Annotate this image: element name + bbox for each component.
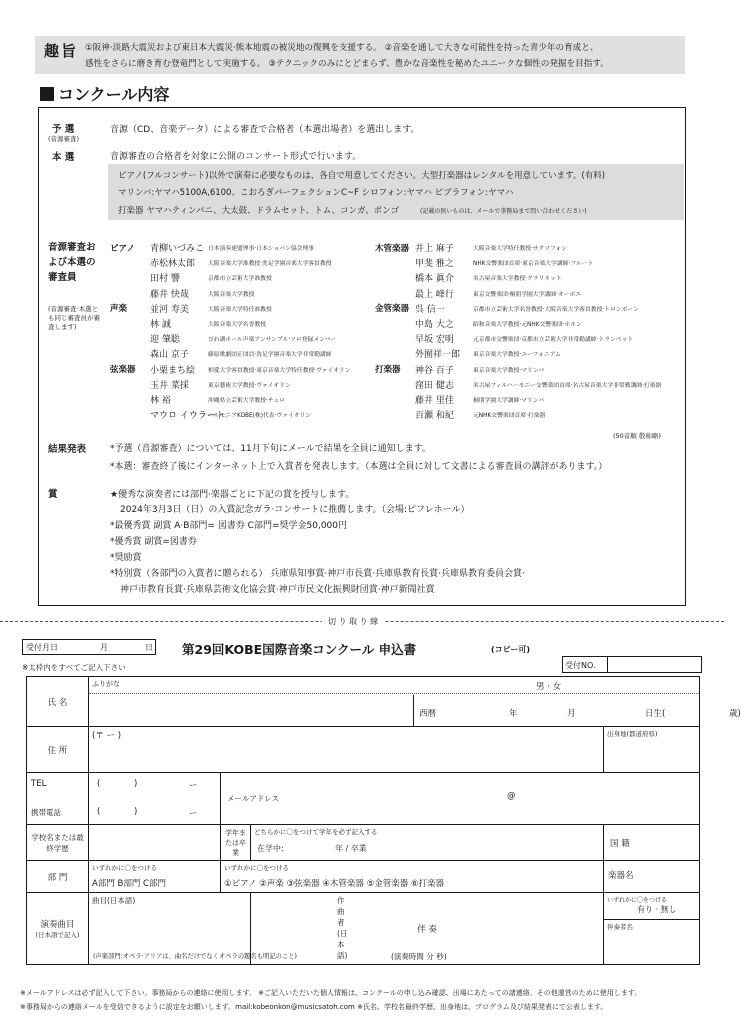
mobile-paren-open: ( (97, 807, 101, 817)
judge-category: 木管楽器 (375, 243, 410, 254)
judges-label: 音源審査および本選の審査員 (48, 242, 96, 283)
judge-affiliation: 沖縄県立芸術大学教授·チェロ (208, 397, 286, 404)
left-judge-row (110, 377, 351, 392)
footer-line-1: ※メールアドレスは必ず記入して下さい。事務局からの連絡に使用します。 ※ご記入いただいた個人情報は、コンクールの申し込み確認、出場にあたっての諸連絡、その他運営のために使用します。 (20, 989, 642, 997)
judge-name: マウロ イウラート (150, 411, 225, 422)
division-field[interactable] (89, 861, 221, 893)
received-day: 日 (145, 643, 153, 652)
judge-name: 橋本 眞介 (415, 274, 454, 285)
judge-name: 神谷 百子 (415, 365, 454, 376)
judge-category: 金管楽器 (375, 304, 410, 315)
judge-affiliation: 東京交響楽団·桐朋学園大学講師·オーボエ (473, 291, 582, 298)
tel-label: TEL (31, 779, 47, 789)
judge-affiliation: 大阪音楽大学教授 (208, 291, 255, 298)
piece-label-cell (27, 893, 89, 965)
judge-affiliation: 日本演奏連盟理事·日本ショパン協会理事 (208, 246, 315, 253)
piece-label: 演奏曲目 (40, 920, 75, 930)
judge-category: 声楽 (110, 304, 128, 315)
phone-fields[interactable] (89, 773, 221, 825)
judge-affiliation: 相愛大学客員教授·東京音楽大学特任教授·ヴァイオリン (208, 367, 351, 374)
phone-label-cell (27, 773, 89, 825)
judge-affiliation: 大阪音楽大学特任准教授 (208, 306, 272, 313)
left-judge-row (110, 240, 351, 255)
birth-year-label: 年 (509, 709, 518, 719)
furigana-label: ふりがな (92, 680, 120, 688)
gender-options[interactable]: 男 · 女 (536, 682, 562, 692)
judge-name: 迎 肇聡 (150, 335, 180, 346)
judge-name: 藤井 里佳 (415, 395, 454, 406)
name-label: 氏 名 (47, 697, 68, 708)
aim-line-1: ①阪神·淡路大震災および東日本大震災·熊本地震の被災地の復興を支援する。 ②音楽を通して大きな可能性を持った青少年の育成と、 (85, 43, 599, 53)
judge-name: 玉井 菜採 (150, 380, 189, 391)
grade-note: どちらかに〇をつけて学年を必ず記入する (254, 828, 378, 836)
aim-line-2: 感性をさらに磨き育む登竜門として実施する。 ③テクニックのみにとどまらず、豊かな音楽性を秘めたユニークな個性の発掘を目指す。 (85, 59, 609, 69)
judge-affiliation: 東京藝術大学教授·ヴァイオリン (208, 382, 291, 389)
judge-affiliation: 京都市立芸術大学准教授 (208, 276, 272, 283)
tel-paren-open: ( (97, 779, 101, 789)
accompanist-name-label: 伴奏者名 (607, 923, 633, 931)
results-label: 結果発表 (48, 444, 87, 455)
left-judge-row (110, 255, 351, 270)
judge-affiliation: 元NHK交響楽団首席·打楽器 (473, 413, 546, 420)
piece-note: (声楽部門:オペラ·アリアは、曲名だけでなくオペラの題名も明記のこと) (93, 953, 297, 960)
judge-name: 呉 信一 (415, 304, 445, 315)
received-label: 受付月日 (26, 643, 58, 652)
left-judge-row (110, 270, 351, 285)
name-field[interactable] (89, 677, 741, 727)
left-judge-row (110, 331, 351, 346)
grade-field[interactable] (251, 825, 604, 861)
received-month: 月 (100, 643, 108, 652)
awards-line-1: ★優秀な演奏者には部門·楽器ごとに下記の賞を授与します。 (110, 490, 355, 500)
judge-name: 最上 峰行 (415, 289, 454, 300)
judge-name: 甲斐 雅之 (415, 259, 454, 270)
form-instruction: ※太枠内をすべてご記入下さい (22, 663, 126, 672)
square-icon (40, 87, 54, 101)
age-label: 歳) (729, 709, 741, 719)
judge-name: 森山 京子 (150, 350, 189, 361)
judge-name: 赤松林太郎 (150, 259, 196, 270)
judge-name: 青柳いづみこ (150, 244, 205, 255)
left-judge-row (110, 392, 351, 407)
instrument-note: いずれかに〇をつける (224, 864, 289, 872)
piece-sublabel: (日本語で記入) (35, 931, 80, 939)
birthday-label: 日生( (645, 709, 666, 719)
address-label-cell (27, 727, 89, 773)
division-label: 部 門 (47, 872, 68, 883)
judge-affiliation: 藤原歌劇団正団員·洗足学園音楽大学非常勤講師 (208, 352, 332, 359)
composer-label: 作曲者(日本語) (337, 896, 348, 960)
awards-label: 賞 (48, 489, 58, 500)
instrument-name-label: 楽器名 (608, 871, 634, 881)
right-judge-row (375, 346, 661, 361)
judge-affiliation: 大阪音楽大学特任教授·サクソフォン (473, 246, 568, 253)
left-judge-row (110, 346, 351, 361)
right-judge-row (375, 301, 661, 316)
left-judge-row (110, 362, 351, 377)
awards-line-5: *奨励賞 (110, 553, 142, 563)
left-judge-row (110, 407, 351, 422)
judge-affiliation: 名古屋フィルハーモニー交響楽団首席·名古屋音楽大学非常勤講師·打楽器 (473, 382, 662, 389)
duration-label: (演奏時間 分 秒) (391, 952, 447, 961)
results-line-2: *本選：審査終了後にインターネット上で入賞者を発表します。（本選は全員に対して文書による審査員の講評があります。） (110, 462, 608, 472)
results-line-1: *予選（音源審査）については、11月下旬にメールで結果を全員に通知します。 (110, 444, 431, 454)
address-field[interactable] (89, 727, 604, 773)
judge-category: 弦楽器 (110, 365, 136, 376)
postal-code: (〒 ー ) (92, 731, 122, 741)
email-at: @ (507, 791, 516, 801)
judge-category: ピアノ (110, 243, 135, 254)
left-judge-row (110, 286, 351, 301)
judge-name: 中島 大之 (415, 320, 454, 331)
judge-name: 藤井 快哉 (150, 289, 189, 300)
form-title: 第29回KOBE国際音楽コンクール 申込書 (182, 642, 417, 657)
receipt-no-label: 受付NO. (565, 661, 596, 670)
furigana-divider (89, 693, 699, 694)
judges-sublabel: (音源審査·本選とも同じ審査員が審査します) (48, 305, 100, 331)
judge-name: 田村 響 (150, 274, 180, 285)
receipt-divider (607, 656, 608, 673)
right-judge-row (375, 407, 661, 422)
accompaniment-label-cell (251, 893, 604, 965)
awards-line-4: *優秀賞 副賞=図書券 (110, 537, 197, 547)
judge-category: 打楽器 (375, 365, 401, 376)
equipment-line-2: マリンバ:ヤマハ5100A,6100、こおろぎパーフェクションC~F シロフォン:ヤマハ ビブラフォン:ヤマハ (118, 188, 514, 198)
judge-name: 外囿祥一郎 (415, 350, 461, 361)
birthplace-field[interactable] (604, 727, 700, 773)
judge-affiliation: 京都市立芸術大学名誉教授·大阪音楽大学客員教授·トロンボーン (473, 306, 639, 313)
judge-affiliation: 昭和音楽大学教授·元NHK交響楽団·ホルン (473, 322, 582, 329)
judge-affiliation: ハルモニアKOBE(株)代表·ヴァイオリン (208, 413, 311, 420)
judges-right-column (375, 240, 661, 422)
right-judge-row (375, 255, 661, 270)
mobile-paren-close: ) (134, 807, 138, 817)
name-divider (413, 695, 414, 727)
division-options[interactable]: A部門 B部門 C部門 (92, 879, 166, 889)
accompaniment-label: 伴 奏 (417, 924, 437, 935)
in-school-label: 在学中: (257, 844, 284, 853)
tel-paren-close: ) (134, 779, 138, 789)
division-note: いずれかに〇をつける (92, 864, 157, 872)
judge-name: 早坂 宏明 (415, 335, 454, 346)
footer-line-2: ※事務局からの連絡メールを受信できるように設定をお願いします。mail:kobeonkon@musicsatoh.com ※氏名、学校名最終学歴、出身地は、プログラム及び結果発表にて公表します。 (20, 1003, 608, 1011)
school-label-cell (27, 825, 89, 861)
accompaniment-note: いずれかに〇をつける (607, 897, 668, 904)
judge-affiliation: 大阪音楽大学名誉教授 (208, 322, 266, 329)
final-text: 音源審査の合格者を対象に公開のコンサート形式で行います。 (110, 152, 362, 162)
school-label: 学校名または最終学歴 (31, 832, 84, 853)
judge-affiliation: 元京都市交響楽団·京都市立芸術大学非常勤講師·トランペット (473, 337, 634, 344)
form-title-note: (コピー可) (491, 645, 530, 654)
judge-name: 小栗まち絵 (150, 365, 196, 376)
grade-label: 学年または卒業 (225, 828, 246, 857)
tel-dash: ー (189, 781, 198, 791)
division-label-cell (27, 861, 89, 893)
judge-affiliation: NHK交響楽団首席·東京音楽大学講師·フルート (473, 261, 594, 268)
equipment-line-1: ピアノ(フルコンサート)以外で演奏に必要なものは、各自で用意してください。大型打楽器はレンタルを用意しています。(有料) (118, 171, 606, 181)
section-title-text: コンクール内容 (58, 85, 170, 104)
school-field[interactable] (89, 825, 221, 861)
judges-left-column (110, 240, 351, 422)
mobile-label: 携帯電話 (31, 808, 61, 817)
instrument-name-field[interactable] (604, 861, 700, 893)
left-judge-row (110, 301, 351, 316)
seireki-label: 西暦 (419, 709, 437, 719)
address-label: 住 所 (47, 745, 68, 756)
right-judge-row (375, 362, 661, 377)
application-form (26, 676, 741, 965)
email-label: メールアドレス (227, 794, 280, 803)
right-judge-row (375, 331, 661, 346)
prelim-text: 音源（CD、音楽データ）による審査で合格者（本選出場者）を選出します。 (110, 125, 420, 135)
judge-name: 林 裕 (150, 395, 171, 406)
email-field[interactable] (221, 773, 700, 825)
section-title (40, 82, 169, 105)
right-judge-row (375, 377, 661, 392)
aim-title: 趣旨 (44, 42, 79, 60)
judge-name: 窪田 健志 (415, 380, 454, 391)
nationality-field[interactable] (604, 825, 700, 861)
prelim-sublabel: (音源審査) (48, 135, 80, 143)
judge-affiliation: 桐朋学園大学講師·マリンバ (473, 397, 544, 404)
birth-month-label: 月 (567, 709, 576, 719)
awards-line-2: 2024年3月3日（日）の入賞記念ガラ·コンサートに推薦します。（会場:ピフレホール） (120, 505, 470, 515)
prelim-label: 予 選 (52, 124, 75, 135)
judge-affiliation: 東京音楽大学教授·ユーフォニアム (473, 352, 561, 359)
awards-line-7: 神戸市教育長賞·兵庫県芸術文化協会賞·神戸市民文化振興財団賞·神戸新聞社賞 (120, 585, 435, 595)
judge-name: 並河 寿美 (150, 304, 189, 315)
final-label: 本 選 (52, 152, 75, 163)
right-judge-row (375, 270, 661, 285)
name-label-cell (27, 677, 89, 727)
right-judge-row (375, 316, 661, 331)
piece-title-label: 曲目(日本語) (92, 896, 136, 905)
judges-footnote: (50音順 敬称略) (613, 432, 661, 440)
accompaniment-field[interactable] (604, 893, 700, 965)
awards-line-3: *最優秀賞 副賞 A·B部門= 図書券 C部門=奨学金50,000円 (110, 521, 347, 531)
cut-line-label: 切 り 取 り 線 (322, 616, 384, 627)
right-judge-row (375, 286, 661, 301)
birthplace-label: 出身地(都道府県) (607, 730, 658, 738)
right-judge-row (375, 240, 661, 255)
left-judge-row (110, 316, 351, 331)
instrument-options[interactable]: ①ピアノ ②声楽 ③弦楽器 ④木管楽器 ⑤金管楽器 ⑥打楽器 (224, 879, 445, 889)
judge-name: 井上 麻子 (415, 244, 454, 255)
equipment-note: (記載の無いものは、メールで事務局まで問い合わせください) (420, 208, 587, 215)
judge-name: 林 誠 (150, 320, 171, 331)
nationality-label: 国 籍 (610, 839, 630, 849)
judge-affiliation: びわ湖ホール声楽アンサンブル·ソロ登録メンバー (208, 337, 337, 344)
mobile-dash: ー (189, 809, 198, 819)
year-grad-label: 年 / 卒業 (335, 844, 367, 853)
judge-affiliation: 名古屋音楽大学教授·クラリネット (473, 276, 562, 283)
equipment-line-3: 打楽器 ヤマハティンパニ、大太鼓、ドラムセット、トム、コンガ、ボンゴ (118, 206, 400, 216)
judge-name: 百瀬 和紀 (415, 411, 454, 422)
judge-affiliation: 大阪音楽大学准教授·洗足学園音楽大学客員教授 (208, 261, 332, 268)
accompaniment-options[interactable]: 有り · 無し (637, 905, 677, 914)
awards-line-6: *特別賞（各部門の入賞者に贈られる） 兵庫県知事賞·神戸市長賞·兵庫県教育長賞·兵庫県教育委員会賞· (110, 569, 525, 579)
instrument-category-field[interactable] (221, 861, 604, 893)
grade-label-cell (221, 825, 251, 861)
judge-affiliation: 東京音楽大学教授·マリンバ (473, 367, 544, 374)
right-judge-row (375, 392, 661, 407)
